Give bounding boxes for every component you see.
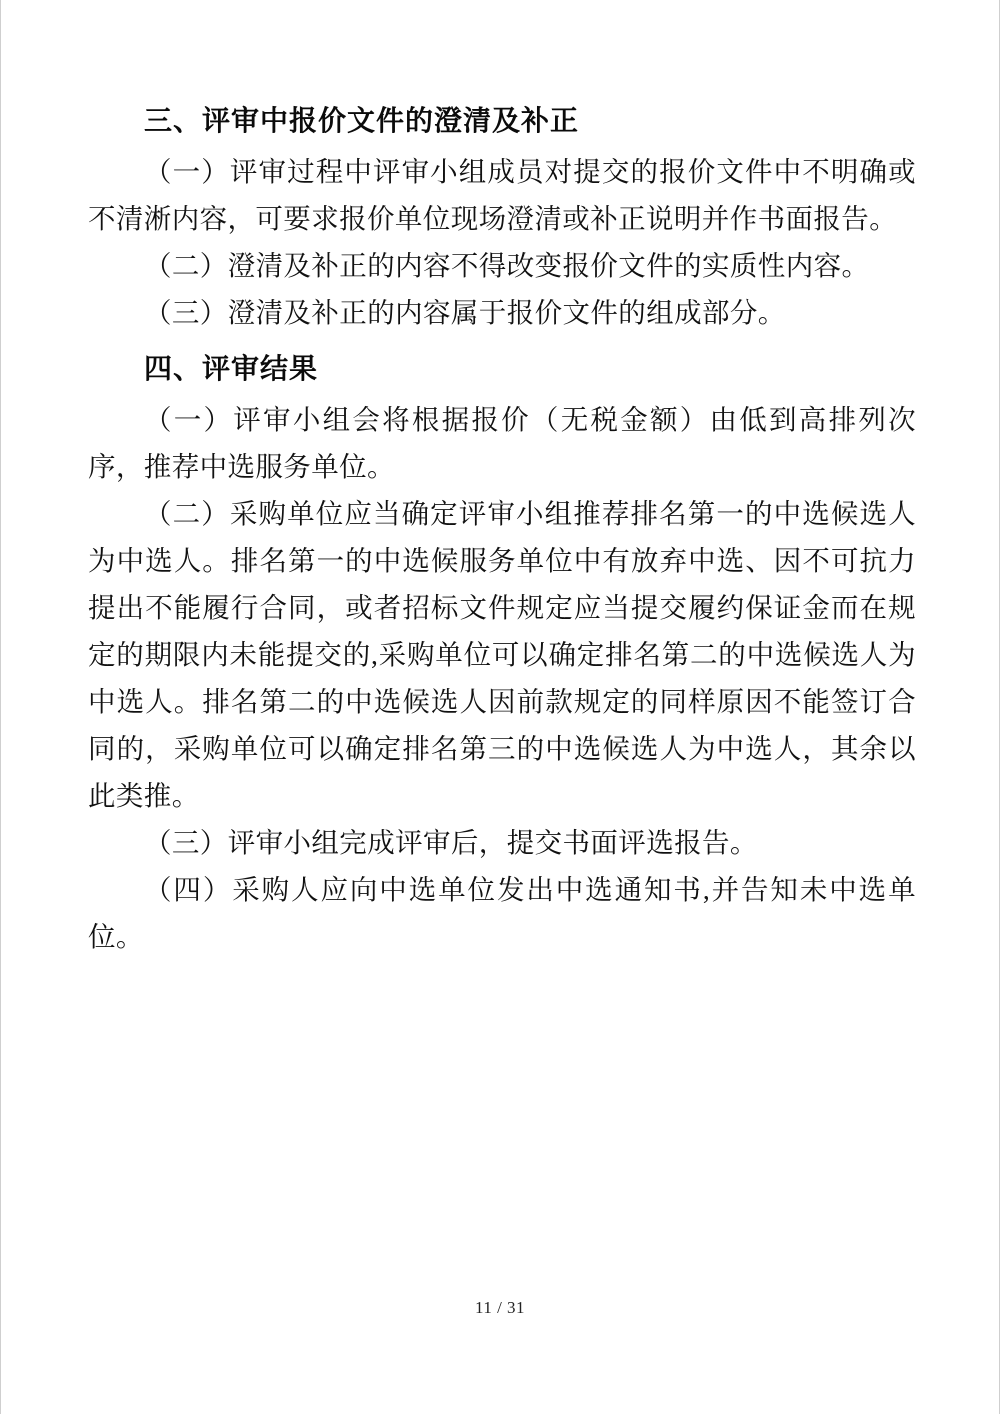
section-spacer: [88, 336, 916, 344]
section-three-paragraph-2: （二）澄清及补正的内容不得改变报价文件的实质性内容。: [144, 250, 870, 281]
section-four-paragraph-2: （二）采购单位应当确定评审小组推荐排名第一的中选候选人为中选人。排名第一的中选候服务单位中有放弃中选、因不可抗力提出不能履行合同，或者招标文件规定应当提交履约保证金而在规定的期限内未能提交的,采购单位可以确定排名第二的中选候选人为中选人。排名第二的中选候选人因前款规定的同样原因不能签订合同的，采购单位可以确定排名第三的中选候选人为中选人，其余以此类推。: [88, 498, 916, 811]
section-four-paragraph-3: （三）评审小组完成评审后，提交书面评选报告。: [144, 827, 758, 858]
page-number: 11 / 31: [474, 1298, 526, 1317]
page-footer: [0, 1298, 1000, 1318]
section-four-heading: 四、评审结果: [144, 353, 319, 384]
section-three: [88, 96, 916, 336]
section-four-paragraph-1: （一）评审小组会将根据报价（无税金额）由低到高排列次序，推荐中选服务单位。: [88, 404, 916, 482]
section-three-paragraph-3: （三）澄清及补正的内容属于报价文件的组成部分。: [144, 297, 786, 328]
section-three-paragraph-1: （一）评审过程中评审小组成员对提交的报价文件中不明确或不清淅内容，可要求报价单位现场澄清或补正说明并作书面报告。: [88, 156, 916, 234]
document-body: [88, 96, 916, 960]
section-four-paragraph-4: （四）采购人应向中选单位发出中选通知书,并告知未中选单位。: [88, 874, 916, 952]
section-three-heading: 三、评审中报价文件的澄清及补正: [144, 105, 580, 136]
section-four: [88, 344, 916, 960]
